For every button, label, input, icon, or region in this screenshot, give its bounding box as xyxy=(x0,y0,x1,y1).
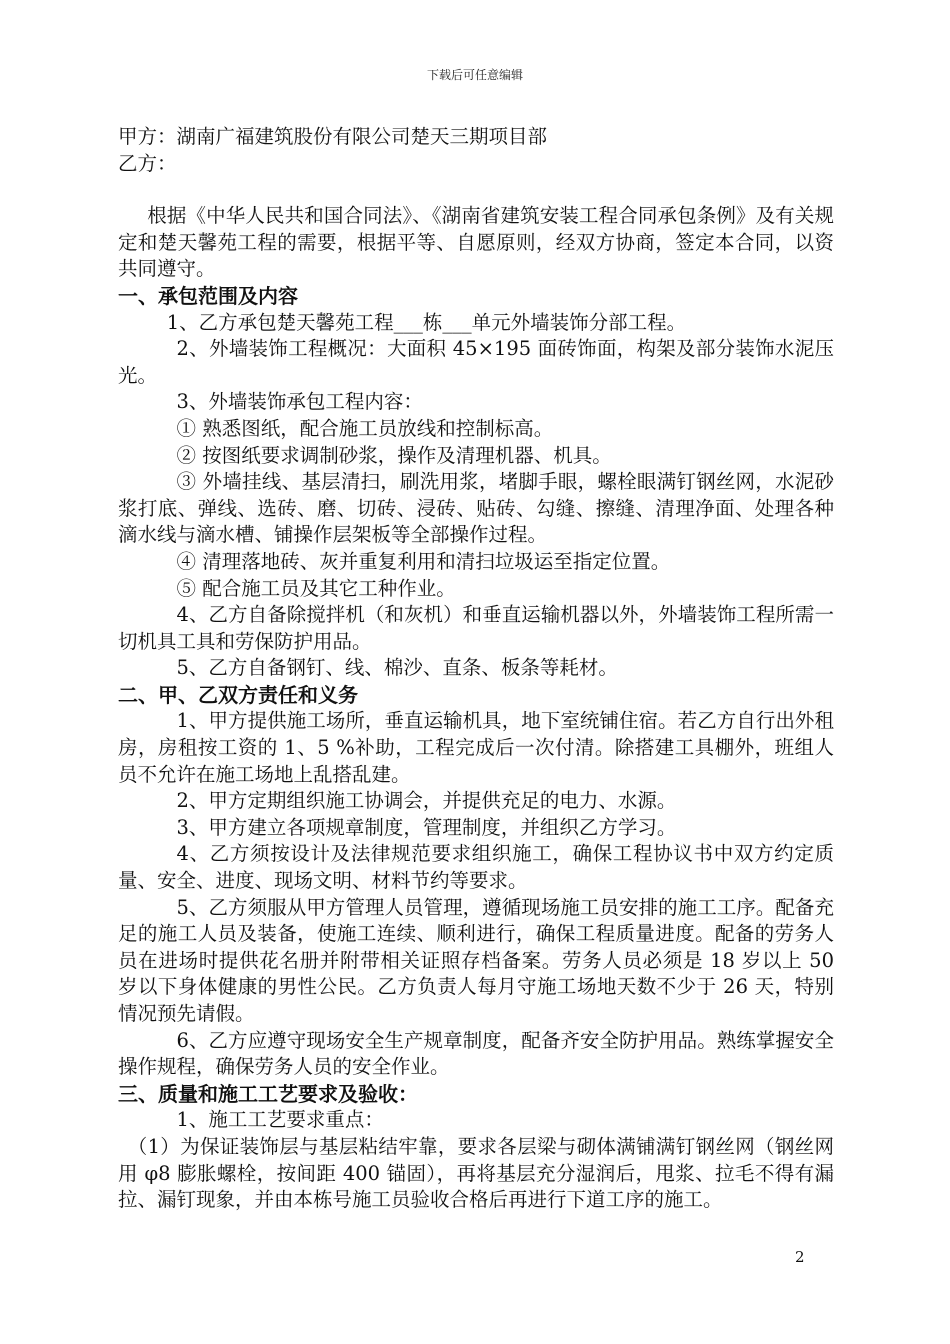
preamble-paragraph: 根据《中华人民共和国合同法》、《湖南省建筑安装工程合同承包条例》及有关规定和楚天馨苑工程的需要，根据平等、自愿原则，经双方协商，签定本合同，以资共同遵守。 xyxy=(118,204,834,281)
scope-item-4: 4、乙方自备除搅拌机（和灰机）和垂直运输机器以外，外墙装饰工程所需一切机具工具和劳保防护用品。 xyxy=(118,603,834,653)
responsibility-item-3: 3、甲方建立各项规章制度，管理制度，并组织乙方学习。 xyxy=(176,815,677,839)
responsibility-item-2: 2、甲方定期组织施工协调会，并提供充足的电力、水源。 xyxy=(176,789,677,813)
responsibility-item-5: 5、乙方须服从甲方管理人员管理，遵循现场施工员安排的施工工序。配备充足的施工人员及装备，使施工连续、顺利进行，确保工程质量进度。配备的劳务人员在进场时提供花名册并附带相关证照存档备案。劳务人员必须是 18 岁以上 50 岁以下身体健康的男性公民。乙方负责人每月守施工场地天数不少于 26 天，特别情况预先请假。 xyxy=(118,895,834,1025)
party-a-line: 甲方：湖南广福建筑股份有限公司楚天三期项目部 xyxy=(118,125,548,148)
quality-item-1: 1、施工工艺要求重点： xyxy=(176,1108,384,1132)
party-b-line: 乙方： xyxy=(118,151,177,175)
scope-subitem-3: ③ 外墙挂线、基层清扫，刷洗用浆，堵脚手眼，螺栓眼满钉钢丝网，水泥砂浆打底、弹线、选砖、磨、切砖、浸砖、贴砖、勾缝、擦缝、清理净面、处理各种滴水线与滴水槽、铺操作层架板等全部操作过程。 xyxy=(118,470,834,547)
scope-item-3: 3、外墙装饰承包工程内容： xyxy=(176,390,423,414)
page-number: 2 xyxy=(795,1248,805,1266)
section-heading-scope: 一、承包范围及内容 xyxy=(118,283,298,308)
scope-subitem-5: ⑤ 配合施工员及其它工种作业。 xyxy=(176,576,456,600)
document-body xyxy=(118,124,834,1214)
responsibility-item-4: 4、乙方须按设计及法律规范要求组织施工，确保工程协议书中双方约定质量、安全、进度、现场文明、材料节约等要求。 xyxy=(118,842,834,893)
blank-line xyxy=(118,177,834,203)
scope-item-2: 2、外墙装饰工程概况：大面积 45×195 面砖饰面，构架及部分装饰水泥压光。 xyxy=(118,337,834,387)
scope-item-5: 5、乙方自备钢钉、线、棉沙、直条、板条等耗材。 xyxy=(176,656,618,680)
responsibility-item-6: 6、乙方应遵守现场安全生产规章制度，配备齐安全防护用品。熟练掌握安全操作规程，确保劳务人员的安全作业。 xyxy=(118,1028,834,1079)
scope-item-1: 1、乙方承包楚天馨苑工程___栋___单元外墙装饰分部工程。 xyxy=(166,310,687,334)
scope-subitem-1: ① 熟悉图纸，配合施工员放线和控制标高。 xyxy=(176,416,554,440)
section-heading-quality: 三、质量和施工工艺要求及验收： xyxy=(118,1081,418,1106)
responsibility-item-1: 1、甲方提供施工场所，垂直运输机具，地下室统铺住宿。若乙方自行出外租房，房租按工资的 1、5 %补助，工程完成后一次付清。除搭建工具棚外，班组人员不允许在施工场地上乱搭乱建。 xyxy=(118,709,834,786)
section-heading-responsibilities: 二、甲、乙双方责任和义务 xyxy=(118,682,358,707)
scope-subitem-4: ④ 清理落地砖、灰并重复利用和清扫垃圾运至指定位置。 xyxy=(176,549,671,573)
page-header: 下载后可任意编辑 xyxy=(426,68,523,82)
quality-subitem-1: （1）为保证装饰层与基层粘结牢靠，要求各层梁与砌体满铺满钉钢丝网（钢丝网用 φ8 膨胀螺栓，按间距 400 锚固），再将基层充分湿润后，甩浆、拉毛不得有漏拉、漏钉现象，并由本栋号施工员验收合格后再进行下道工序的施工。 xyxy=(118,1134,834,1212)
scope-subitem-2: ② 按图纸要求调制砂浆，操作及清理机器、机具。 xyxy=(176,443,612,467)
